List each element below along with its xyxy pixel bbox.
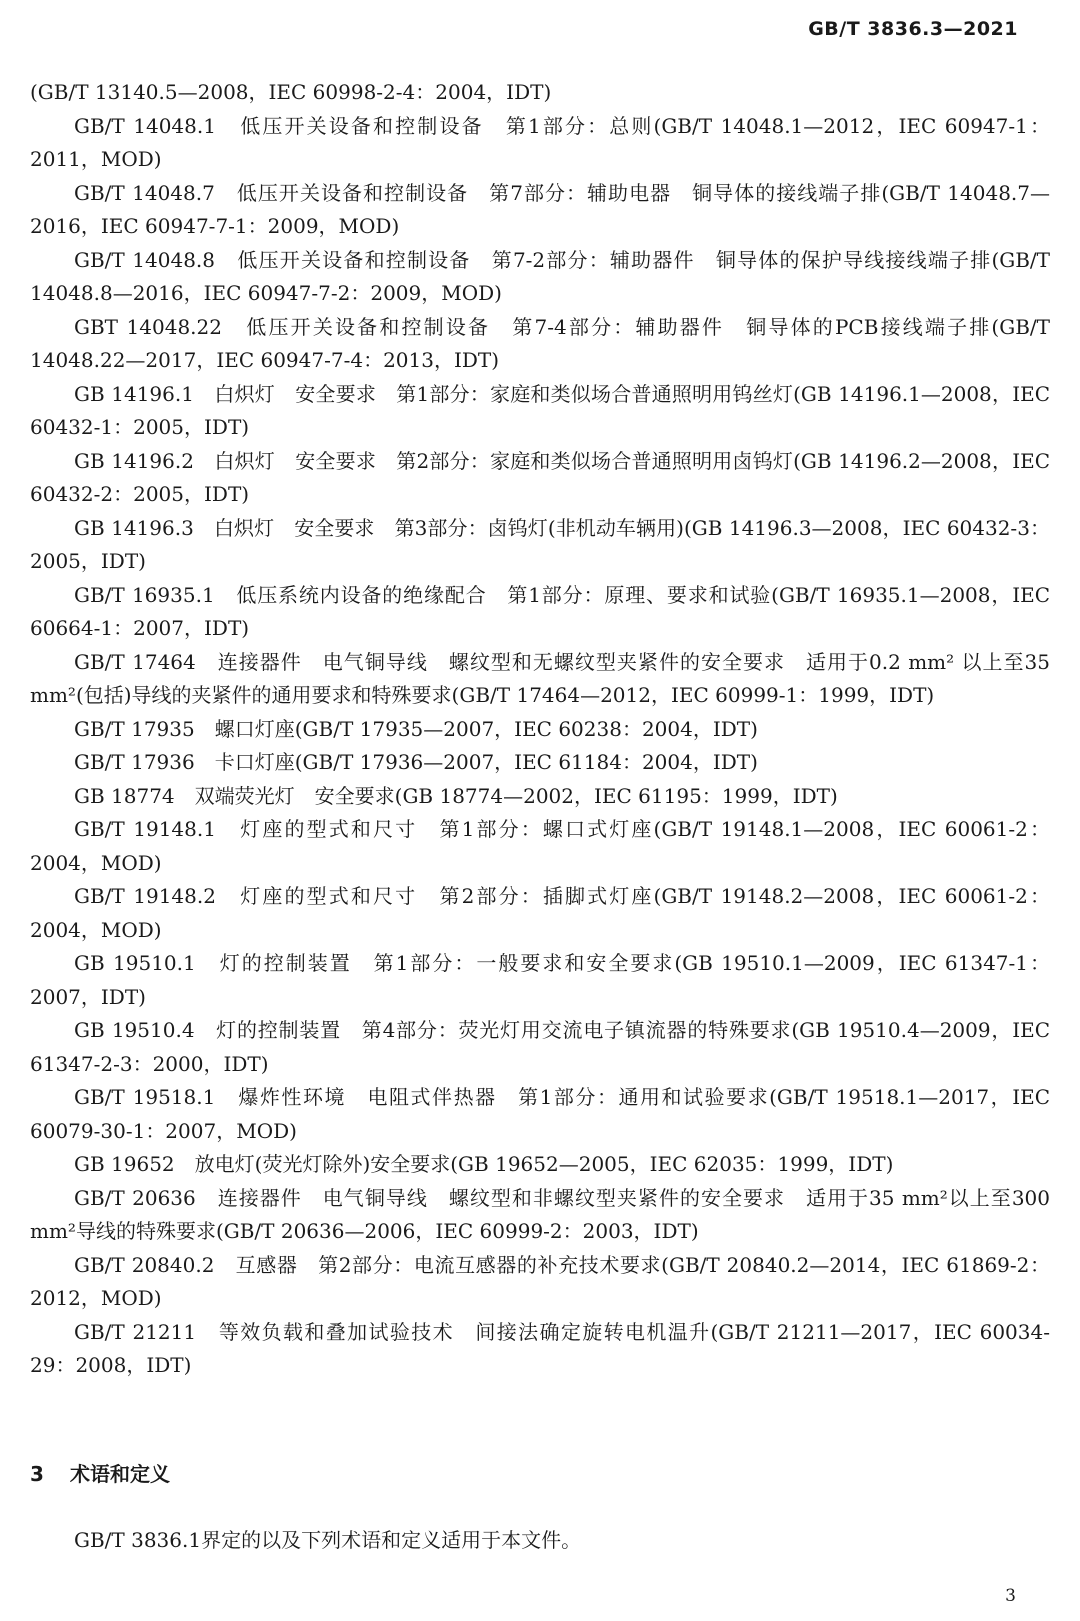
section-number: 3 xyxy=(30,1462,44,1486)
reference-item: GB/T 17936 卡口灯座(GB/T 17936—2007，IEC 61184：2004，IDT) xyxy=(74,750,758,774)
reference-item: GB/T 19148.2 灯座的型式和尺寸 第2部分：插脚式灯座(GB/T 19148.2—2008，IEC 60061-2：2004，MOD) xyxy=(30,884,1050,942)
reference-item: GB/T 14048.1 低压开关设备和控制设备 第1部分：总则(GB/T 14048.1—2012，IEC 60947-1：2011，MOD) xyxy=(30,113,1050,171)
normative-references-list xyxy=(30,76,1050,1383)
reference-item: GBT 14048.22 低压开关设备和控制设备 第7-4部分：辅助器件 铜导体的PCB接线端子排(GB/T 14048.22—2017，IEC 60947-7-4：2013，IDT) xyxy=(30,314,1050,372)
section-heading xyxy=(30,1458,170,1487)
reference-item: GB/T 17935 螺口灯座(GB/T 17935—2007，IEC 60238：2004，IDT) xyxy=(74,716,758,741)
reference-item: GB/T 20840.2 互感器 第2部分：电流互感器的补充技术要求(GB/T 20840.2—2014，IEC 61869-2：2012，MOD) xyxy=(30,1252,1050,1310)
reference-item: (GB/T 13140.5—2008，IEC 60998-2-4：2004，IDT) xyxy=(30,80,552,104)
reference-item: GB 14196.2 白炽灯 安全要求 第2部分：家庭和类似场合普通照明用卤钨灯(GB 14196.2—2008，IEC 60432-2：2005，IDT) xyxy=(30,448,1050,506)
reference-item: GB/T 21211 等效负载和叠加试验技术 间接法确定旋转电机温升(GB/T 21211—2017，IEC 60034-29：2008，IDT) xyxy=(30,1319,1050,1377)
reference-item: GB 19510.1 灯的控制装置 第1部分：一般要求和安全要求(GB 19510.1—2009，IEC 61347-1：2007，IDT) xyxy=(30,951,1050,1009)
document-code-header: GB/T 3836.3—2021 xyxy=(808,18,1018,40)
reference-item: GB/T 19518.1 爆炸性环境 电阻式伴热器 第1部分：通用和试验要求(GB/T 19518.1—2017，IEC 60079-30-1：2007，MOD) xyxy=(30,1085,1050,1143)
page-number: 3 xyxy=(1005,1586,1016,1606)
reference-item: GB/T 14048.8 低压开关设备和控制设备 第7-2部分：辅助器件 铜导体的保护导线接线端子排(GB/T 14048.8—2016，IEC 60947-7-2：2009，MOD) xyxy=(30,247,1050,305)
reference-item: GB/T 14048.7 低压开关设备和控制设备 第7部分：辅助电器 铜导体的接线端子排(GB/T 14048.7—2016，IEC 60947-7-1：2009，MOD) xyxy=(30,180,1050,238)
reference-item: GB/T 16935.1 低压系统内设备的绝缘配合 第1部分：原理、要求和试验(GB/T 16935.1—2008，IEC 60664-1：2007，IDT) xyxy=(30,582,1050,640)
reference-item: GB/T 20636 连接器件 电气铜导线 螺纹型和非螺纹型夹紧件的安全要求 适用于35 mm²以上至300 mm²导线的特殊要求(GB/T 20636—2006，IEC 60999-2：2003，IDT) xyxy=(30,1185,1050,1243)
reference-item: GB 14196.3 白炽灯 安全要求 第3部分：卤钨灯(非机动车辆用)(GB 14196.3—2008，IEC 60432-3：2005，IDT) xyxy=(30,515,1050,573)
reference-item: GB 18774 双端荧光灯 安全要求(GB 18774—2002，IEC 61195：1999，IDT) xyxy=(74,783,838,808)
section-body-text: GB/T 3836.1界定的以及下列术语和定义适用于本文件。 xyxy=(74,1528,582,1552)
reference-item: GB/T 19148.1 灯座的型式和尺寸 第1部分：螺口式灯座(GB/T 19148.1—2008，IEC 60061-2：2004，MOD) xyxy=(30,817,1050,875)
reference-item: GB 19652 放电灯(荧光灯除外)安全要求(GB 19652—2005，IEC 62035：1999，IDT) xyxy=(74,1152,894,1176)
reference-item: GB 14196.1 白炽灯 安全要求 第1部分：家庭和类似场合普通照明用钨丝灯(GB 14196.1—2008，IEC 60432-1：2005，IDT) xyxy=(30,381,1050,439)
reference-item: GB 19510.4 灯的控制装置 第4部分：荧光灯用交流电子镇流器的特殊要求(GB 19510.4—2009，IEC 61347-2-3：2000，IDT) xyxy=(30,1018,1050,1076)
reference-item: GB/T 17464 连接器件 电气铜导线 螺纹型和无螺纹型夹紧件的安全要求 适用于0.2 mm² 以上至35 mm²(包括)导线的夹紧件的通用要求和特殊要求(GB/T 17464—2012，IEC 60999-1：1999，IDT) xyxy=(30,649,1050,707)
section-title: 术语和定义 xyxy=(70,1462,170,1486)
